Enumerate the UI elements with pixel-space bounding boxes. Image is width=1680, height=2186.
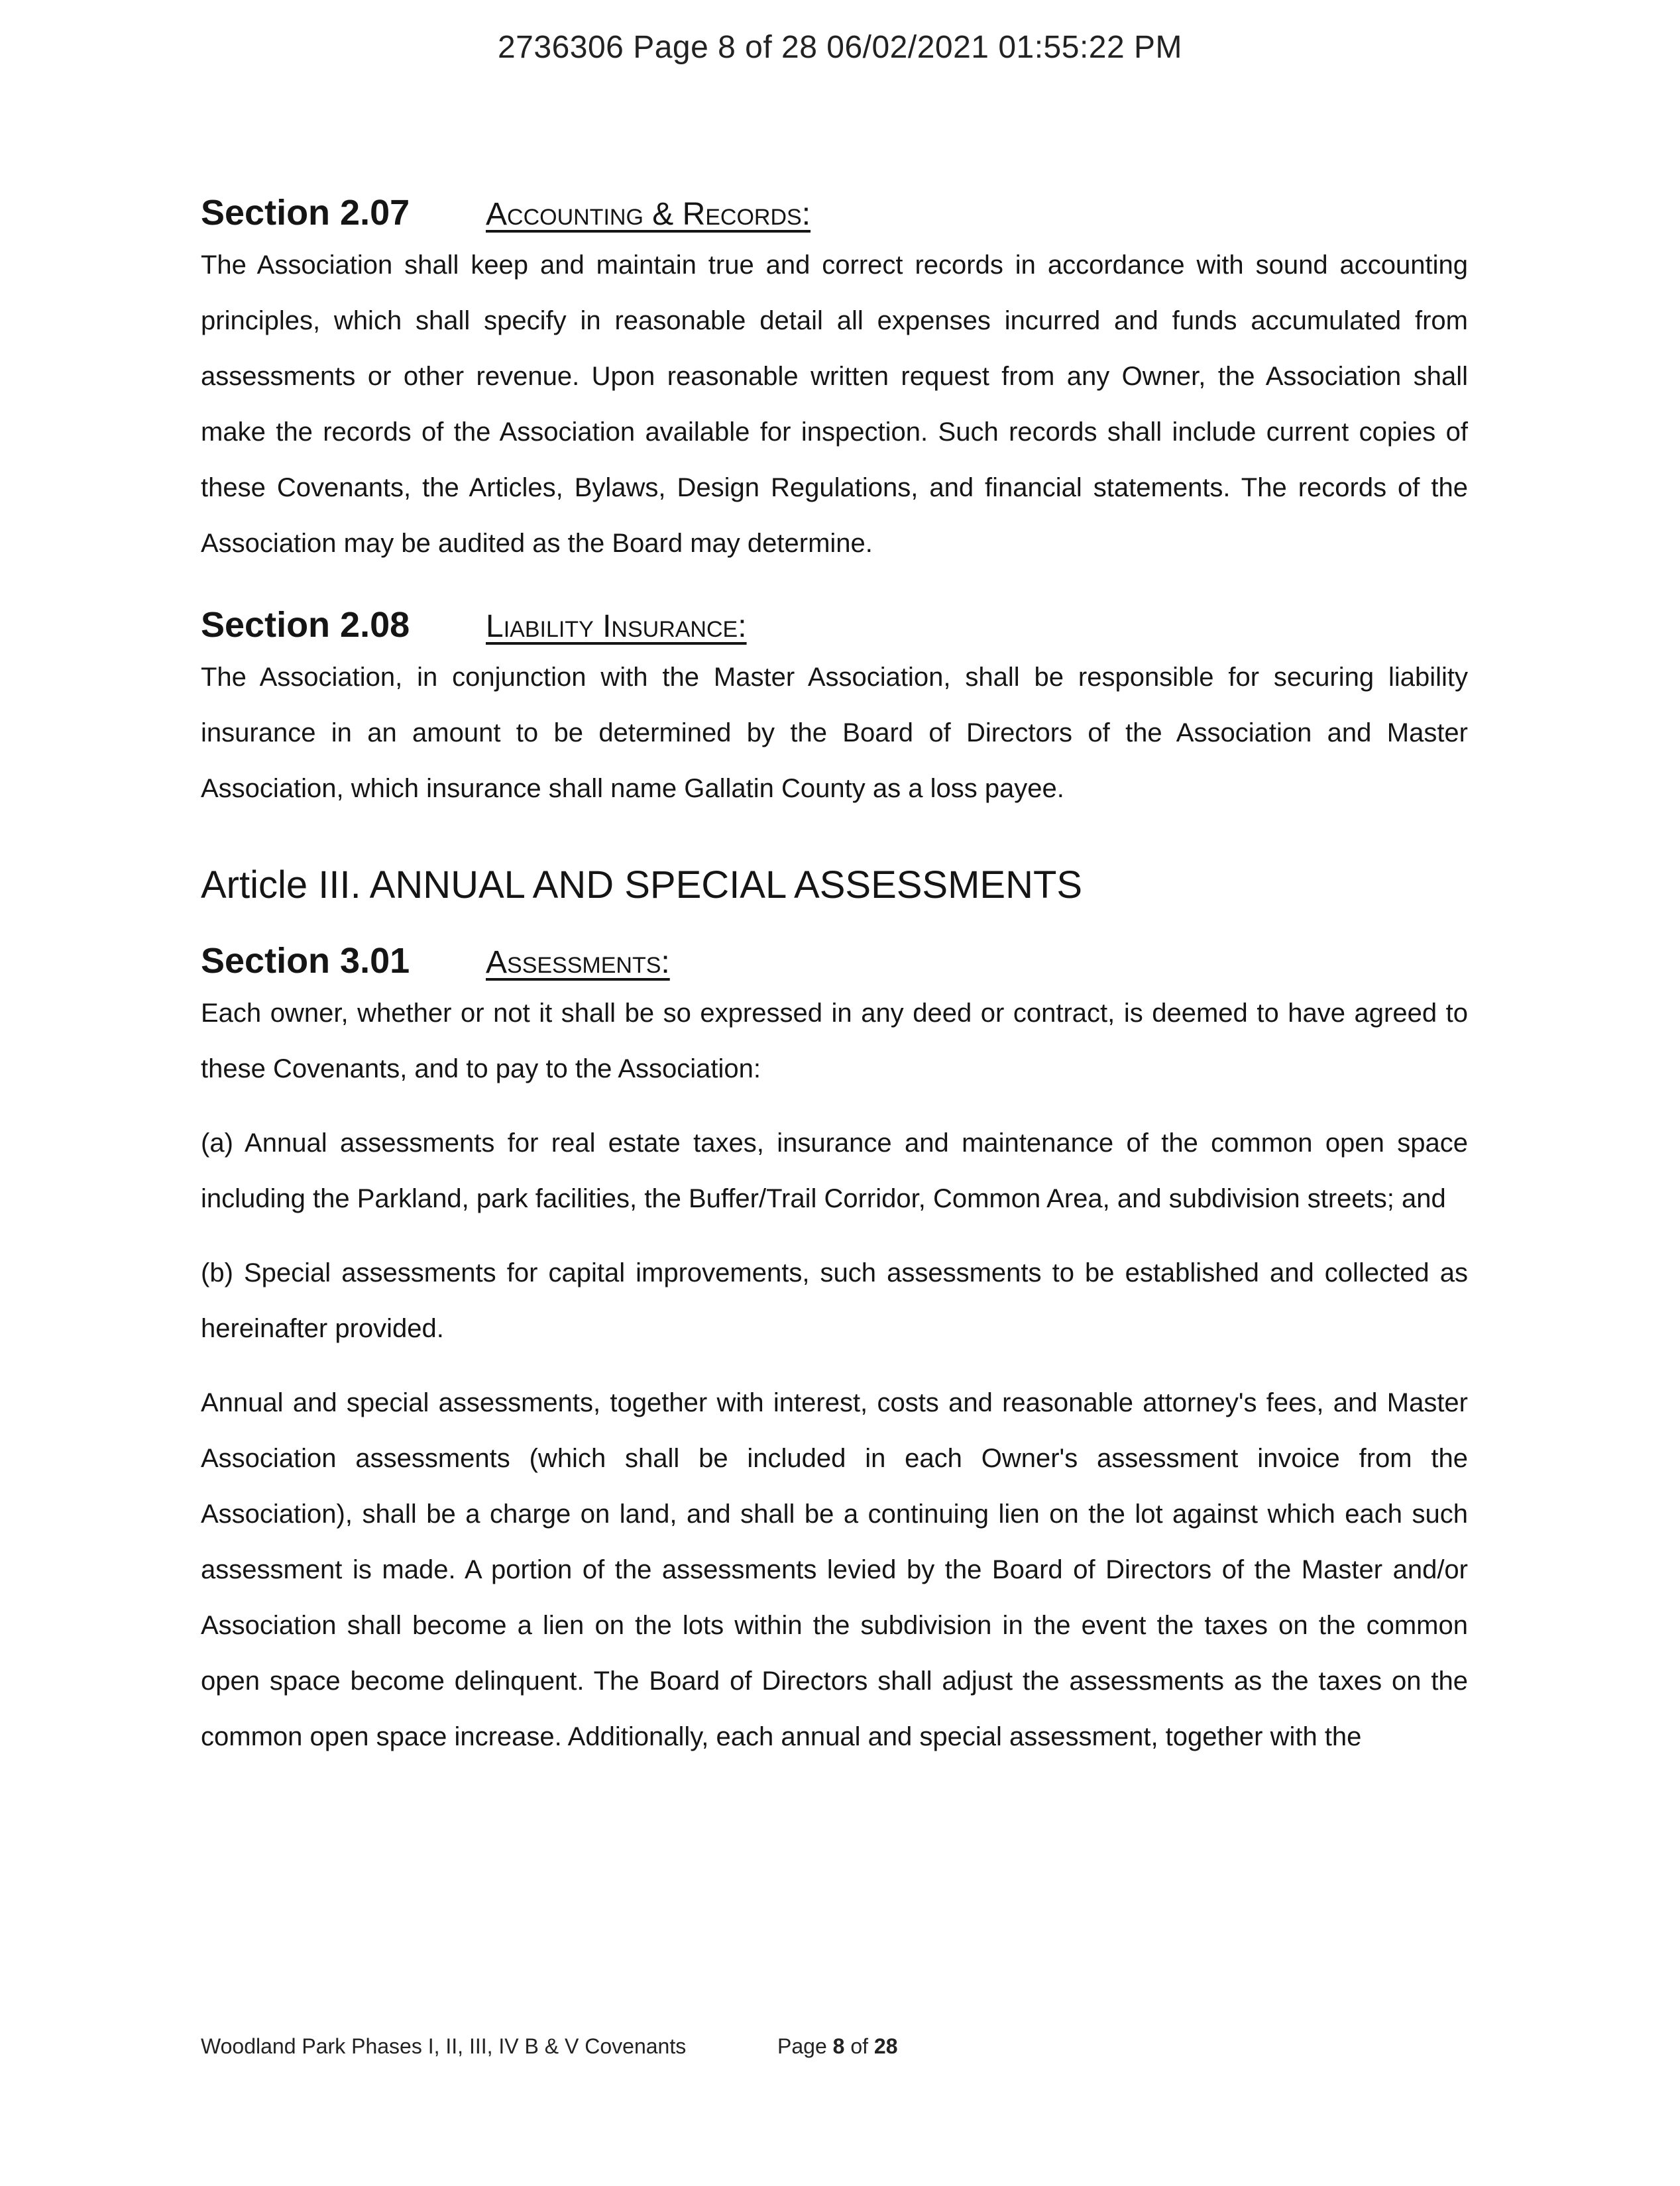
recording-stamp: 2736306 Page 8 of 28 06/02/2021 01:55:22 PM [497,30,1182,65]
section-number: Section 3.01 [201,941,410,981]
section-title: Liability Insurance: [486,609,747,644]
section-2-07-body: The Association shall keep and maintain true and correct records in accordance with sound accounting principles, which shall specify in reasonable detail all expenses incurred and funds accumulated from assessments or other revenue. Upon reasonable written request from any Owner, the Association shall make the records of the Association available for inspection. Such records shall include current copies of these Covenants, the Articles, Bylaws, Design Regulations, and financial statements. The records of the Association may be audited as the Board may determine. [201,250,1468,558]
section-number: Section 2.08 [201,605,410,645]
section-2-07-heading [201,192,1468,233]
section-3-01-heading [201,940,1468,981]
clause-a: (a) Annual assessments for real estate taxes, insurance and maintenance of the common open space including the Parkland, park facilities, the Buffer/Trail Corridor, Common Area, and subdivision streets; and [201,1128,1468,1213]
article-heading: Article III. ANNUAL AND SPECIAL ASSESSMENTS [201,863,1083,906]
section-2-08-body: The Association, in conjunction with the Master Association, shall be responsible for securing liability insurance in an amount to be determined by the Board of Directors of the Association and Master Association, which insurance shall name Gallatin County as a loss payee. [201,663,1468,803]
page-content [201,192,1468,1765]
section-number: Section 2.07 [201,193,410,233]
clause-b: (b) Special assessments for capital improvements, such assessments to be established and collected as hereinafter provided. [201,1258,1468,1343]
section-title: Assessments: [486,945,670,980]
footer-document-title: Woodland Park Phases I, II, III, IV B & V Covenants [201,2034,687,2058]
section-title: Accounting & Records: [486,197,811,232]
section-2-08-heading [201,604,1468,645]
footer-page-number: Page 8 of 28 [777,2034,898,2058]
section-3-01-body: Annual and special assessments, together with interest, costs and reasonable attorney's fees, and Master Association assessments (which shall be included in each Owner's assessment invoice from the Association), shall be a charge on land, and shall be a continuing lien on the lot against which each such assessment is made. A portion of the assessments levied by the Board of Directors of the Master and/or Association shall become a lien on the lots within the subdivision in the event the taxes on the common open space become delinquent. The Board of Directors shall adjust the assessments as the taxes on the common open space increase. Additionally, each annual and special assessment, together with the [201,1388,1468,1751]
page-footer [201,2034,897,2059]
section-3-01-intro: Each owner, whether or not it shall be so expressed in any deed or contract, is deemed to have agreed to these Covenants, and to pay to the Association: [201,999,1468,1083]
